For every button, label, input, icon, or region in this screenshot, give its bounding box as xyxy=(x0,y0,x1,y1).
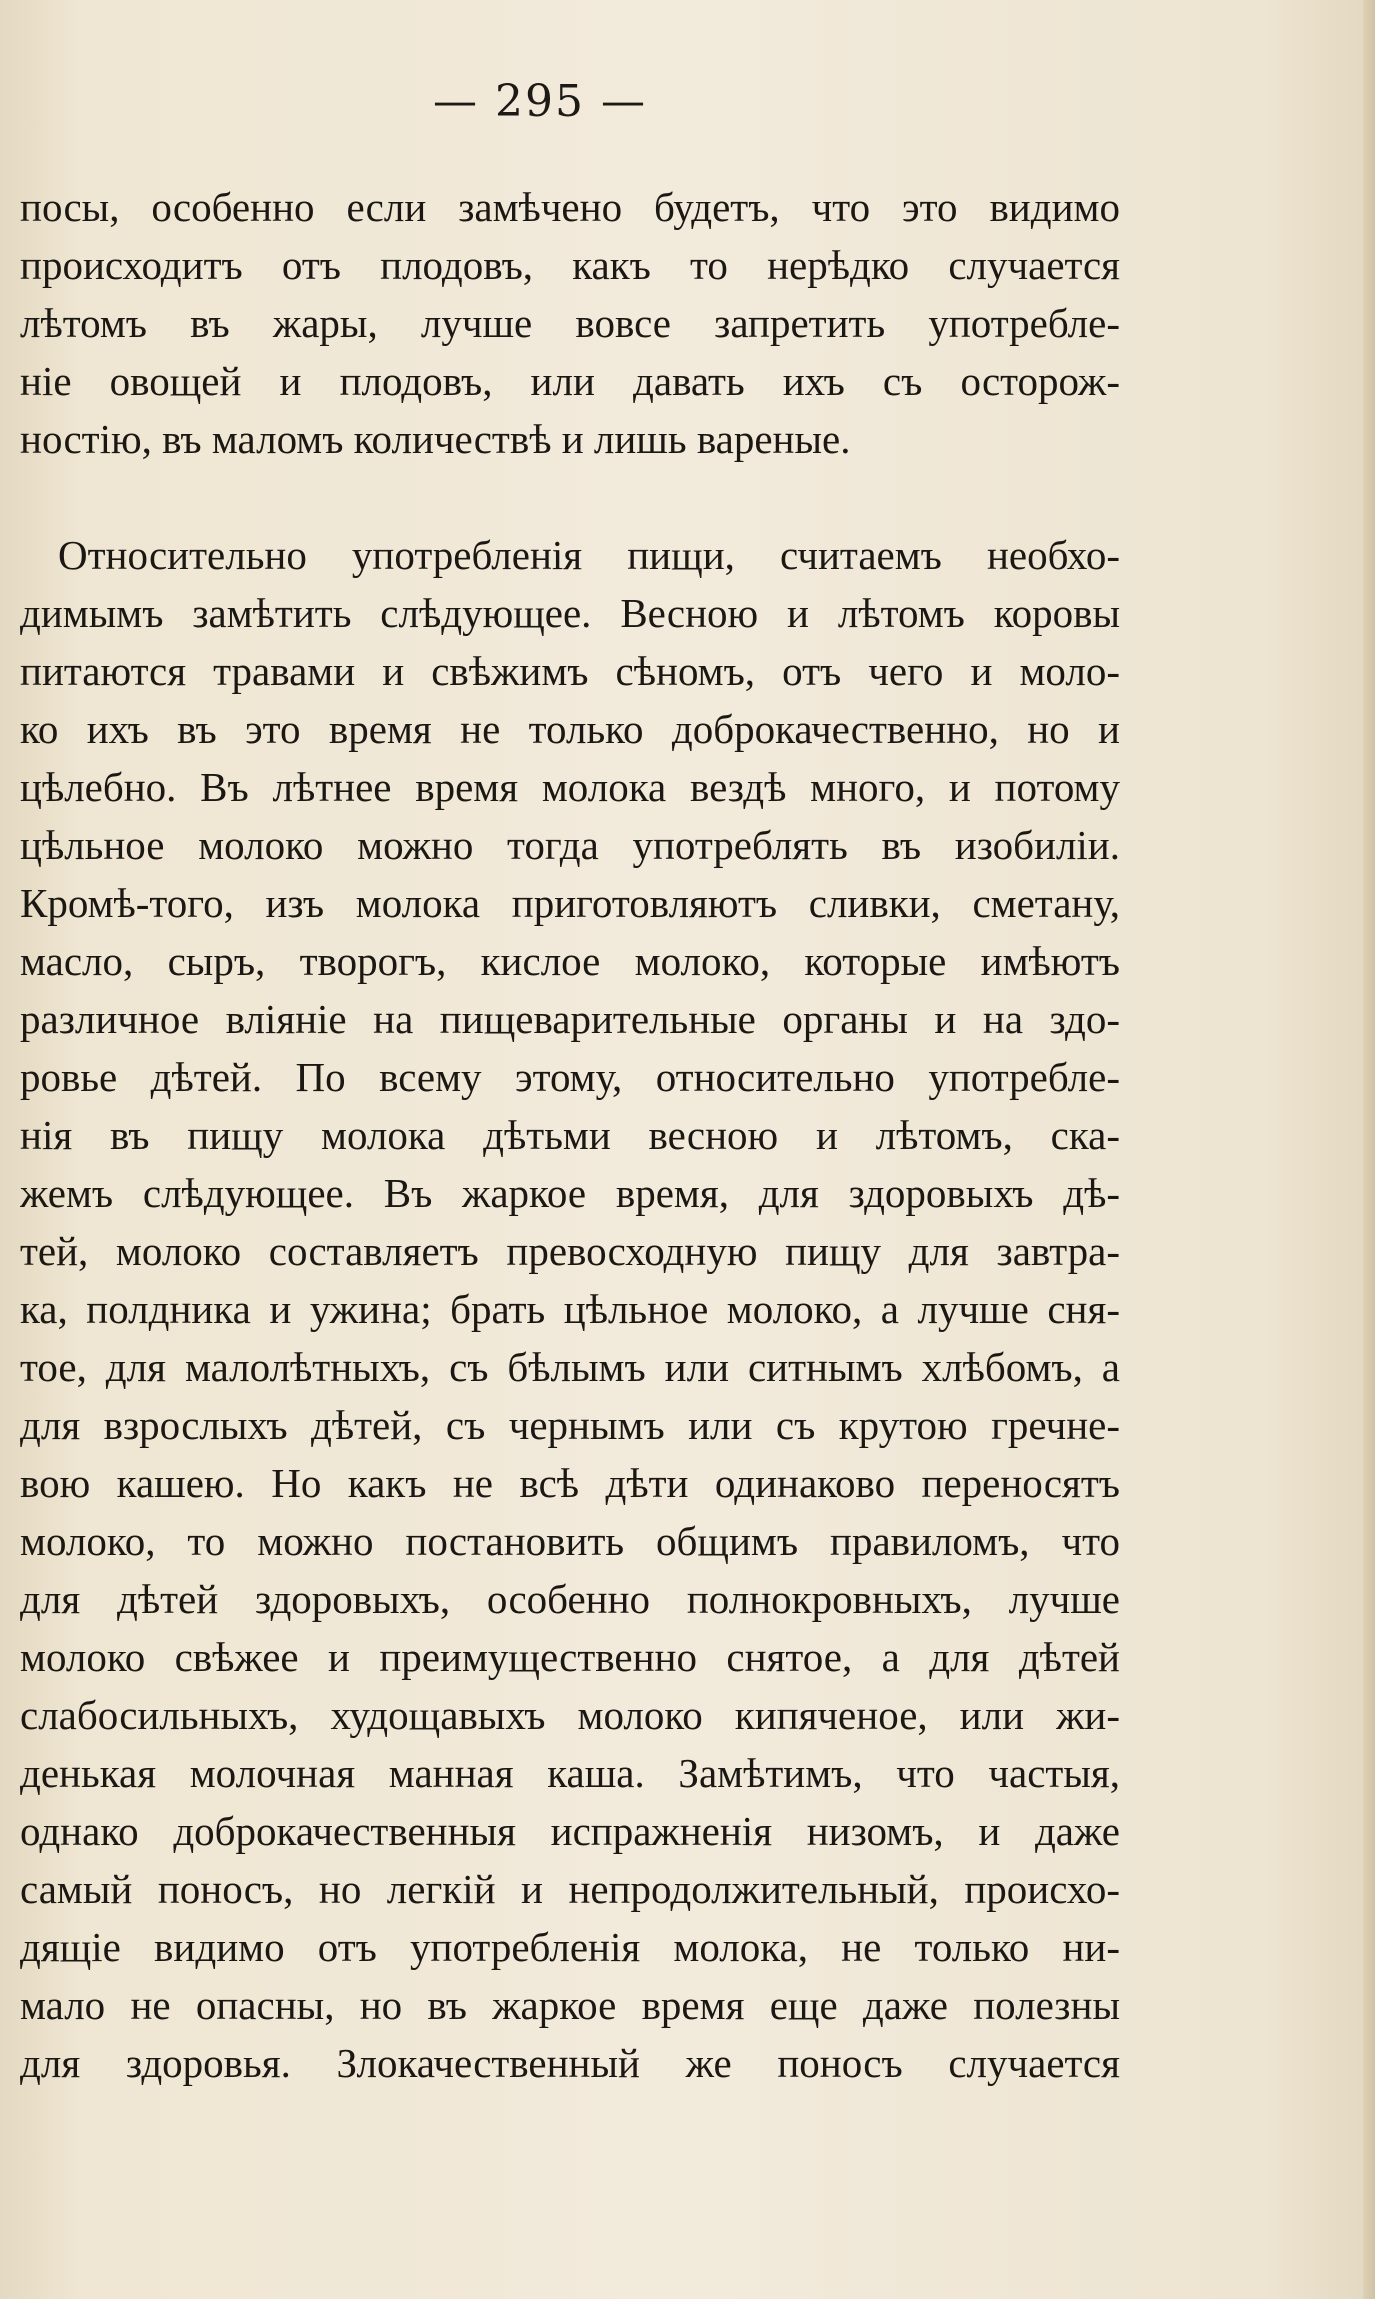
text-line: посы, особенно если замѣчено будетъ, что это видимо xyxy=(20,184,1120,230)
text-line: ностію, въ маломъ количествѣ и лишь вареные. xyxy=(20,416,851,462)
text-line: цѣлебно. Въ лѣтнее время молока вездѣ много, и потому xyxy=(20,764,1120,810)
text-line: денькая молочная манная каша. Замѣтимъ, что частыя, xyxy=(20,1750,1120,1796)
text-line: Кромѣ-того, изъ молока приготовляютъ сливки, сметану, xyxy=(20,880,1120,926)
body-text xyxy=(20,178,1120,2092)
text-line: Относительно употребленія пищи, считаемъ необхо- xyxy=(58,532,1120,578)
text-line: для здоровья. Злокачественный же поносъ случается xyxy=(20,2040,1120,2086)
paragraph-gap xyxy=(20,468,1120,526)
text-line: происходитъ отъ плодовъ, какъ то нерѣдко случается xyxy=(20,242,1120,288)
text-line: для взрослыхъ дѣтей, съ чернымъ или съ крутою гречне- xyxy=(20,1402,1120,1448)
paragraph xyxy=(20,526,1120,2092)
text-line: ка, полдника и ужина; брать цѣльное молоко, а лучше сня- xyxy=(20,1286,1120,1332)
page-number: — 295 — xyxy=(433,76,647,127)
text-line: димымъ замѣтить слѣдующее. Весною и лѣтомъ коровы xyxy=(20,590,1120,636)
text-line: слабосильныхъ, худощавыхъ молоко кипяченое, или жи- xyxy=(20,1692,1120,1738)
text-line: различное вліяніе на пищеварительные органы и на здо- xyxy=(20,996,1120,1042)
text-line: тей, молоко составляетъ превосходную пищу для завтра- xyxy=(20,1228,1120,1274)
text-line: самый поносъ, но легкій и непродолжительный, происхо- xyxy=(20,1866,1120,1912)
text-line: лѣтомъ въ жары, лучше вовсе запретить употребле- xyxy=(20,300,1120,346)
text-line: тое, для малолѣтныхъ, съ бѣлымъ или ситнымъ хлѣбомъ, а xyxy=(20,1344,1120,1390)
text-line: однако доброкачественныя испражненія низомъ, и даже xyxy=(20,1808,1120,1854)
text-line: цѣльное молоко можно тогда употреблять въ изобиліи. xyxy=(20,822,1120,868)
text-line: для дѣтей здоровыхъ, особенно полнокровныхъ, лучше xyxy=(20,1576,1120,1622)
text-line: мало не опасны, но въ жаркое время еще даже полезны xyxy=(20,1982,1120,2028)
text-line: ніе овощей и плодовъ, или давать ихъ съ осторож- xyxy=(20,358,1120,404)
text-line: жемъ слѣдующее. Въ жаркое время, для здоровыхъ дѣ- xyxy=(20,1170,1120,1216)
text-line: масло, сыръ, творогъ, кислое молоко, которые имѣютъ xyxy=(20,938,1120,984)
text-line: дящіе видимо отъ употребленія молока, не только ни- xyxy=(20,1924,1120,1970)
text-line: питаются травами и свѣжимъ сѣномъ, отъ чего и моло- xyxy=(20,648,1120,694)
page-edge xyxy=(1363,0,1375,2299)
text-line: молоко, то можно постановить общимъ правиломъ, что xyxy=(20,1518,1120,1564)
text-line: вою кашею. Но какъ не всѣ дѣти одинаково переносятъ xyxy=(20,1460,1120,1506)
text-line: молоко свѣжее и преимущественно снятое, а для дѣтей xyxy=(20,1634,1120,1680)
text-line: нія въ пищу молока дѣтьми весною и лѣтомъ, ска- xyxy=(20,1112,1120,1158)
text-line: ровье дѣтей. По всему этому, относительно употребле- xyxy=(20,1054,1120,1100)
paragraph xyxy=(20,178,1120,468)
text-line: ко ихъ въ это время не только доброкачественно, но и xyxy=(20,706,1120,752)
